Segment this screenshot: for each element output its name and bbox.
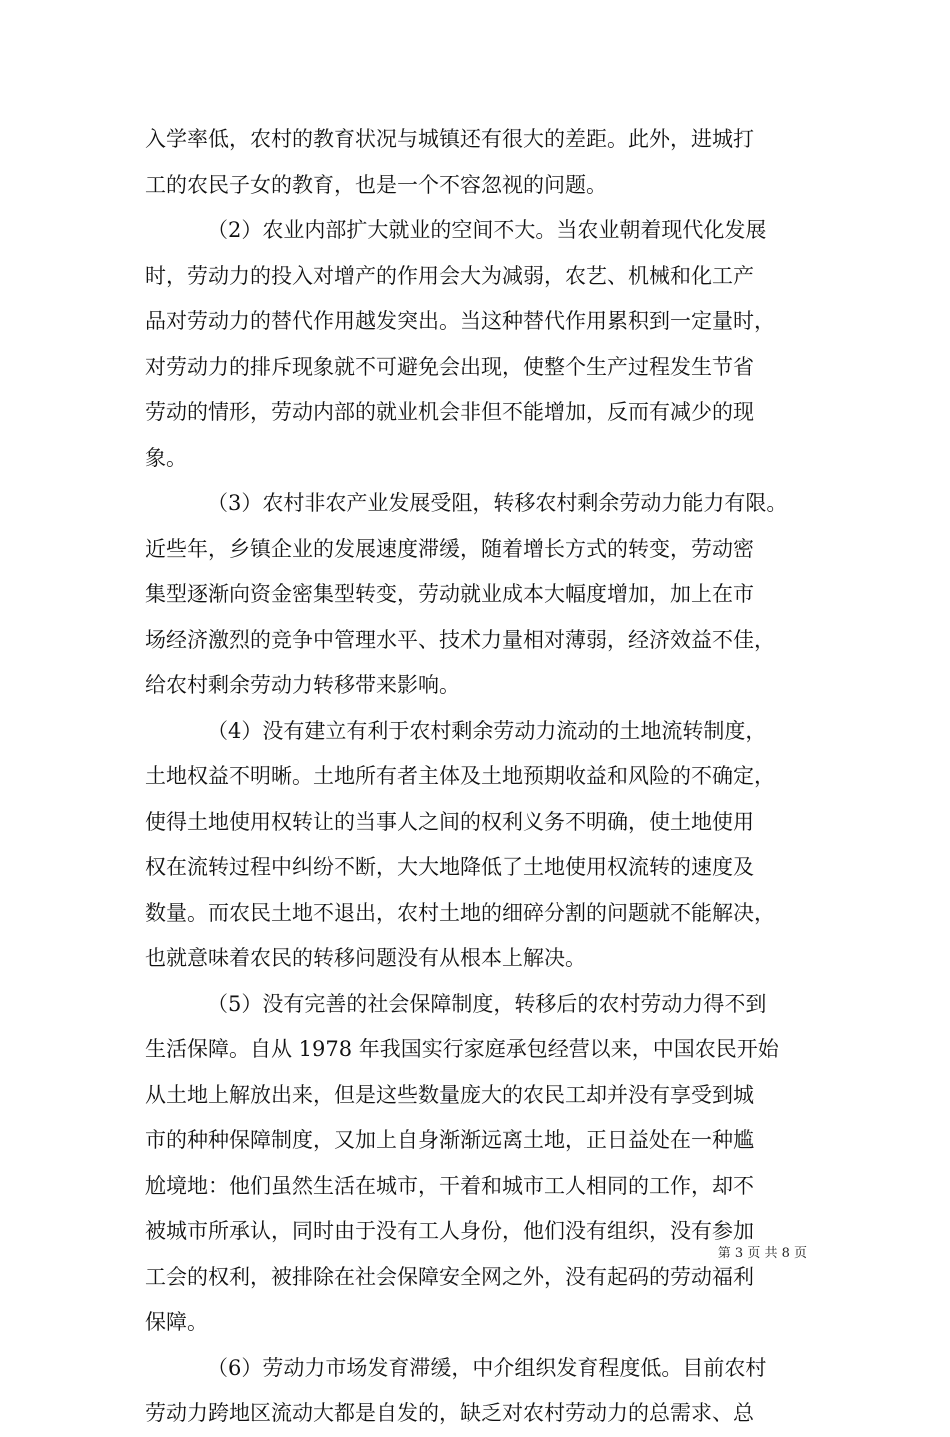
text-line: 保障。 (145, 1310, 208, 1334)
text-line: 尬境地：他们虽然生活在城市，干着和城市工人相同的工作，却不 (145, 1173, 754, 1198)
paragraph-start-line: （6）劳动力市场发育滞缓，中介组织发育程度低。目前农村 (207, 1355, 767, 1380)
text-line: 市的种种保障制度，又加上自身渐渐远离土地，正日益处在一种尴 (145, 1128, 754, 1152)
text-line: 从土地上解放出来，但是这些数量庞大的农民工却并没有享受到城 (145, 1082, 754, 1107)
body-text (145, 117, 807, 1437)
page-number-footer: 第 3 页 共 8 页 (717, 1246, 807, 1261)
text-line: 象。 (145, 445, 187, 470)
paragraph-start-line: （5）没有完善的社会保障制度，转移后的农村劳动力得不到 (207, 991, 767, 1016)
paragraph-start-line: （3）农村非农产业发展受阻，转移农村剩余劳动力能力有限。 (207, 491, 788, 515)
text-line: 给农村剩余劳动力转移带来影响。 (145, 673, 460, 697)
paragraph-start-line: （2）农业内部扩大就业的空间不大。当农业朝着现代化发展 (207, 218, 767, 242)
text-line: 生活保障。自从 1978 年我国实行家庭承包经营以来，中国农民开始 (145, 1037, 779, 1061)
text-line: 土地权益不明晰。土地所有者主体及土地预期收益和风险的不确定， (145, 764, 775, 788)
text-line: 入学率低，农村的教育状况与城镇还有很大的差距。此外，进城打 (145, 127, 754, 151)
text-line: 也就意味着农民的转移问题没有从根本上解决。 (145, 946, 586, 970)
text-line: 被城市所承认，同时由于没有工人身份，他们没有组织，没有参加 (145, 1219, 754, 1243)
text-line: 工会的权利，被排除在社会保障安全网之外，没有起码的劳动福利 (145, 1264, 754, 1289)
text-line: 对劳动力的排斥现象就不可避免会出现，使整个生产过程发生节省 (145, 354, 754, 379)
text-line: 工的农民子女的教育，也是一个不容忽视的问题。 (145, 172, 607, 197)
text-line: 品对劳动力的替代作用越发突出。当这种替代作用累积到一定量时， (145, 309, 775, 333)
text-line: 权在流转过程中纠纷不断，大大地降低了土地使用权流转的速度及 (145, 855, 754, 879)
text-line: 劳动力跨地区流动大都是自发的，缺乏对农村劳动力的总需求、总 (145, 1401, 754, 1425)
text-line: 数量。而农民土地不退出，农村土地的细碎分割的问题就不能解决， (145, 900, 775, 925)
text-line: 使得土地使用权转让的当事人之间的权利义务不明确，使土地使用 (145, 809, 754, 834)
text-line: 近些年，乡镇企业的发展速度滞缓，随着增长方式的转变，劳动密 (145, 536, 754, 561)
text-line: 时，劳动力的投入对增产的作用会大为减弱，农艺、机械和化工产 (145, 263, 754, 288)
text-line: 劳动的情形，劳动内部的就业机会非但不能增加，反而有减少的现 (145, 400, 754, 424)
paragraph-start-line: （4）没有建立有利于农村剩余劳动力流动的土地流转制度， (207, 718, 767, 743)
text-line: 场经济激烈的竞争中管理水平、技术力量相对薄弱，经济效益不佳， (145, 627, 775, 652)
text-line: 集型逐渐向资金密集型转变，劳动就业成本大幅度增加，加上在市 (145, 582, 754, 606)
